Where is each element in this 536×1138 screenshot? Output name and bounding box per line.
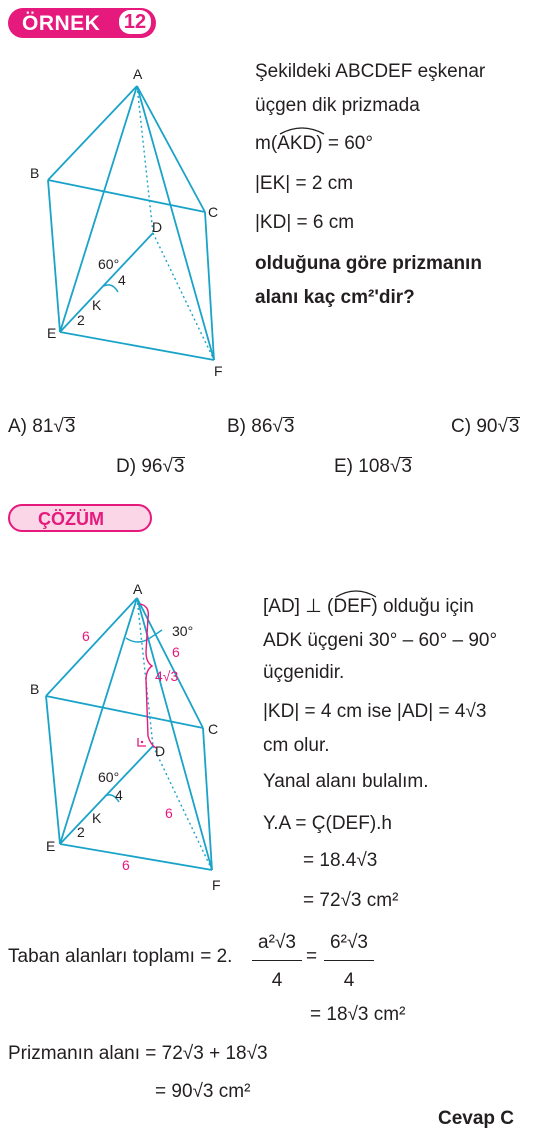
sol-label-ad: 4√3: [155, 668, 179, 684]
sol-label-angle30: 30°: [172, 623, 194, 639]
base-frac2-den: 4: [343, 970, 355, 991]
sol-label-K: K: [92, 810, 102, 826]
total-line-2: = 90√3 cm²: [155, 1081, 251, 1102]
solution-line-4: |KD| = 4 cm ise |AD| = 4√3: [263, 701, 487, 722]
question-line-1: olduğuna göre prizmanın: [255, 253, 482, 274]
sol-label-D: D: [155, 743, 166, 759]
problem-line-1: Şekildeki ABCDEF eşkenar: [255, 61, 486, 82]
option-c[interactable]: C) 90√3: [451, 416, 520, 437]
angle-arc: [104, 285, 118, 292]
problem-line-4: |EK| = 2 cm: [255, 173, 354, 194]
edge-CF: [205, 212, 214, 360]
sol-label-E: E: [46, 838, 56, 854]
arc-hat-def: [334, 588, 378, 598]
answer: Cevap C: [438, 1108, 515, 1129]
segment-EKD: [60, 233, 153, 332]
edge-AF: [137, 86, 214, 360]
sol-label-angle60: 60°: [98, 769, 120, 785]
hidden-AD: [137, 86, 153, 233]
sol-label-ef: 6: [122, 857, 130, 873]
sol-label-kd: 4: [115, 787, 123, 803]
label-ek: 2: [77, 312, 85, 328]
prism-figure: [0, 50, 250, 390]
label-D: D: [152, 219, 163, 235]
solution-label: ÇÖZÜM: [38, 509, 104, 529]
solution-line-6: Yanal alanı bulalım.: [263, 771, 429, 792]
label-kd: 4: [118, 272, 126, 288]
problem-line-3: m(AKD) = 60°: [255, 133, 373, 154]
sol-label-C: C: [208, 721, 219, 737]
solution-line-2: ADK üçgeni 30° – 60° – 90°: [263, 630, 498, 651]
edge-AE: [60, 86, 137, 332]
edge-AC: [137, 86, 205, 212]
edge-AB: [48, 86, 137, 180]
edge-BE: [48, 180, 60, 332]
question-line-2: alanı kaç cm²'dir?: [255, 287, 415, 308]
sol-label-ek: 2: [77, 824, 85, 840]
solution-line-8: = 18.4√3: [303, 850, 378, 871]
base-frac2-num: 6²√3: [330, 932, 368, 953]
problem-line-5: |KD| = 6 cm: [255, 212, 355, 233]
sol-label-ab: 6: [82, 628, 90, 644]
total-line-1: Prizmanın alanı = 72√3 + 18√3: [8, 1043, 268, 1064]
sol-label-B: B: [30, 681, 40, 697]
solution-line-1: [AD] ⊥ (DEF) olduğu için: [263, 596, 474, 617]
base-area-label: Taban alanları toplamı = 2.: [8, 946, 233, 967]
option-b[interactable]: B) 86√3: [227, 416, 295, 437]
example-number-pill: [119, 10, 151, 34]
frac1-line: [252, 960, 302, 961]
option-e[interactable]: E) 108√3: [334, 456, 412, 477]
base-result: = 18√3 cm²: [310, 1004, 406, 1025]
sol-label-ad-side: 6: [172, 644, 180, 660]
equals-sign: =: [306, 946, 318, 967]
arc-hat-akd: [278, 125, 326, 135]
label-B: B: [30, 165, 40, 181]
solution-line-3: üçgenidir.: [263, 662, 345, 683]
solution-line-5: cm olur.: [263, 735, 330, 756]
example-number: 12: [123, 11, 147, 33]
option-d[interactable]: D) 96√3: [116, 456, 185, 477]
label-K: K: [92, 297, 102, 313]
sol-label-F: F: [212, 877, 221, 893]
example-label: ÖRNEK: [22, 12, 101, 35]
frac2-line: [324, 960, 374, 961]
solution-line-7: Y.A = Ç(DEF).h: [263, 813, 393, 834]
problem-line-2: üçgen dik prizmada: [255, 95, 420, 116]
solution-line-9: = 72√3 cm²: [303, 890, 399, 911]
label-angle: 60°: [98, 256, 120, 272]
label-C: C: [208, 204, 219, 220]
label-F: F: [214, 363, 223, 379]
option-a[interactable]: A) 81√3: [8, 416, 76, 437]
solution-prism-figure: [0, 578, 250, 898]
label-A: A: [133, 66, 143, 82]
base-frac1-num: a²√3: [258, 932, 296, 953]
base-frac1-den: 4: [271, 970, 283, 991]
sol-label-A: A: [133, 581, 143, 597]
sol-label-df: 6: [165, 805, 173, 821]
edge-EF: [60, 332, 214, 360]
edge-BC: [48, 180, 205, 212]
label-E: E: [47, 325, 57, 341]
